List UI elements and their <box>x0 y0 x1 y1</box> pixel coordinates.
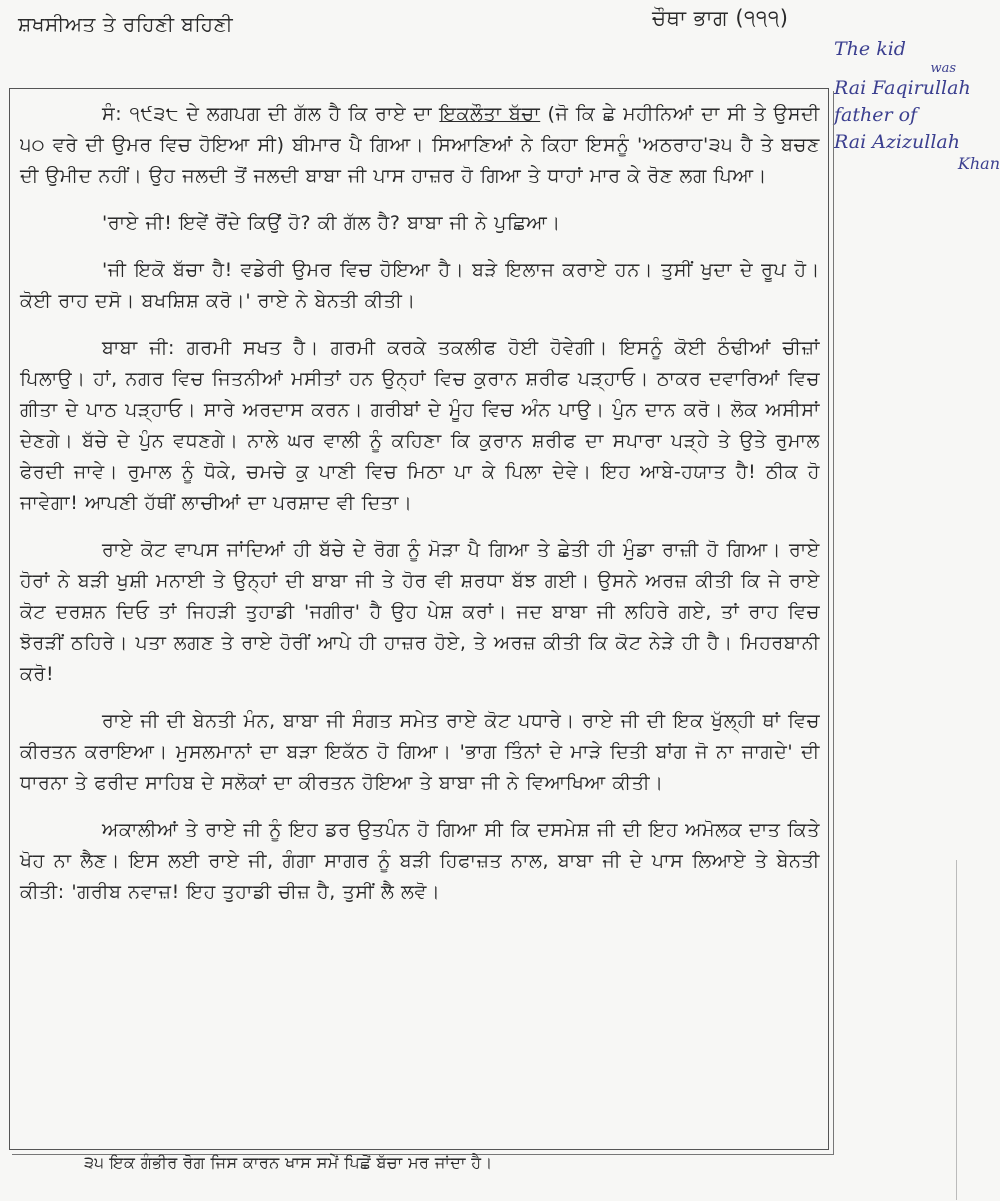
paragraph-3: 'ਜੀ ਇਕੋ ਬੱਚਾ ਹੈ! ਵਡੇਰੀ ਉਮਰ ਵਿਚ ਹੋਇਆ ਹੈ। ਬੜੇ ਇਲਾਜ ਕਰਾਏ ਹਨ। ਤੁਸੀਂ ਖੁਦਾ ਦੇ ਰੂਪ ਹੋ। ਕੋਈ ਰਾਹ ਦਸੋ। ਬਖਸ਼ਿਸ਼ ਕਰੋ।' ਰਾਏ ਨੇ ਬੇਨਤੀ ਕੀਤੀ। <box>20 259 820 312</box>
paragraph-6: ਰਾਏ ਜੀ ਦੀ ਬੇਨਤੀ ਮੰਨ, ਬਾਬਾ ਜੀ ਸੰਗਤ ਸਮੇਤ ਰਾਏ ਕੋਟ ਪਧਾਰੇ। ਰਾਏ ਜੀ ਦੀ ਇਕ ਖੁੱਲ੍ਹੀ ਥਾਂ ਵਿਚ ਕੀਰਤਨ ਕਰਾਇਆ। ਮੁਸਲਮਾਨਾਂ ਦਾ ਬੜਾ ਇਕੱਠ ਹੋ ਗਿਆ। 'ਭਾਗ ਤਿੰਨਾਂ ਦੇ ਮਾੜੇ ਦਿਤੀ ਬਾਂਗ ਜੋ ਨਾ ਜਾਗਦੇ' ਦੀ ਧਾਰਨਾ ਤੇ ਫਰੀਦ ਸਾਹਿਬ ਦੇ ਸਲੋਕਾਂ ਦਾ ਕੀਰਤਨ ਹੋਇਆ ਤੇ ਬਾਬਾ ਜੀ ਨੇ ਵਿਆਖਿਆ ਕੀਤੀ। <box>20 710 820 794</box>
body-text <box>20 99 820 908</box>
scan-edge-line <box>956 860 957 1200</box>
margin-note-line: father of <box>834 104 918 126</box>
paragraph-2: 'ਰਾਏ ਜੀ! ਇਵੇਂ ਰੋਂਦੇ ਕਿਉਂ ਹੋ? ਕੀ ਗੱਲ ਹੈ? ਬਾਬਾ ਜੀ ਨੇ ਪੁਛਿਆ। <box>102 212 561 234</box>
running-header-title: ਸ਼ਖਸੀਅਤ ਤੇ ਰਹਿਣੀ ਬਹਿਣੀ <box>18 12 234 36</box>
paragraph-5: ਰਾਏ ਕੋਟ ਵਾਪਸ ਜਾਂਦਿਆਂ ਹੀ ਬੱਚੇ ਦੇ ਰੋਗ ਨੂੰ ਮੋੜਾ ਪੈ ਗਿਆ ਤੇ ਛੇਤੀ ਹੀ ਮੁੰਡਾ ਰਾਜ਼ੀ ਹੋ ਗਿਆ। ਰਾਏ ਹੋਰਾਂ ਨੇ ਬੜੀ ਖੁਸ਼ੀ ਮਨਾਈ ਤੇ ਉਨ੍ਹਾਂ ਦੀ ਬਾਬਾ ਜੀ ਤੇ ਹੋਰ ਵੀ ਸ਼ਰਧਾ ਬੱਝ ਗਈ। ਉਸਨੇ ਅਰਜ਼ ਕੀਤੀ ਕਿ ਜੇ ਰਾਏ ਕੋਟ ਦਰਸ਼ਨ ਦਿਓ ਤਾਂ ਜਿਹੜੀ ਤੁਹਾਡੀ 'ਜਗੀਰ' ਹੈ ਉਹ ਪੇਸ਼ ਕਰਾਂ। ਜਦ ਬਾਬਾ ਜੀ ਲਹਿਰੇ ਗਏ, ਤਾਂ ਰਾਹ ਵਿਚ ਝੋਰੜੀਂ ਠਹਿਰੇ। ਪਤਾ ਲਗਣ ਤੇ ਰਾਏ ਹੋਰੀਂ ਆਪੇ ਹੀ ਹਾਜ਼ਰ ਹੋਏ, ਤੇ ਅਰਜ਼ ਕੀਤੀ ਕਿ ਕੋਟ ਨੇੜੇ ਹੀ ਹੈ। ਮਿਹਰਬਾਨੀ ਕਰੋ! <box>20 539 820 685</box>
margin-note-line: Rai Faqirullah <box>834 77 971 99</box>
paragraph-4: ਬਾਬਾ ਜੀ: ਗਰਮੀ ਸਖਤ ਹੈ। ਗਰਮੀ ਕਰਕੇ ਤਕਲੀਫ ਹੋਈ ਹੋਵੇਗੀ। ਇਸਨੂੰ ਕੋਈ ਠੰਢੀਆਂ ਚੀਜ਼ਾਂ ਪਿਲਾਉ। ਹਾਂ, ਨਗਰ ਵਿਚ ਜਿਤਨੀਆਂ ਮਸੀਤਾਂ ਹਨ ਉਨ੍ਹਾਂ ਵਿਚ ਕੁਰਾਨ ਸ਼ਰੀਫ ਪੜ੍ਹਾਓ। ਠਾਕਰ ਦਵਾਰਿਆਂ ਵਿਚ ਗੀਤਾ ਦੇ ਪਾਠ ਪੜ੍ਹਾਓ। ਸਾਰੇ ਅਰਦਾਸ ਕਰਨ। ਗਰੀਬਾਂ ਦੇ ਮੂੰਹ ਵਿਚ ਅੰਨ ਪਾਉ। ਪੁੰਨ ਦਾਨ ਕਰੋ। ਲੋਕ ਅਸੀਸਾਂ ਦੇਣਗੇ। ਬੱਚੇ ਦੇ ਪੁੰਨ ਵਧਣਗੇ। ਨਾਲੇ ਘਰ ਵਾਲੀ ਨੂੰ ਕਹਿਣਾ ਕਿ ਕੁਰਾਨ ਸ਼ਰੀਫ ਦਾ ਸਪਾਰਾ ਪੜ੍ਹੇ ਤੇ ਉਤੇ ਰੁਮਾਲ ਫੇਰਦੀ ਜਾਵੇ। ਰੁਮਾਲ ਨੂੰ ਧੋਕੇ, ਚਮਚੇ ਕੁ ਪਾਣੀ ਵਿਚ ਮਿਠਾ ਪਾ ਕੇ ਪਿਲਾ ਦੇਵੇ। ਇਹ ਆਬੇ-ਹਯਾਤ ਹੈ! ਠੀਕ ਹੋ ਜਾਵੇਗਾ! ਆਪਣੀ ਹੱਥੀਂ ਲਾਚੀਆਂ ਦਾ ਪਰਸ਼ਾਦ ਵੀ ਦਿਤਾ। <box>20 337 820 514</box>
paragraph-1 <box>20 99 820 192</box>
footnote: ੩੫ ਇਕ ਗੰਭੀਰ ਰੋਗ ਜਿਸ ਕਾਰਨ ਖਾਸ ਸਮੇਂ ਪਿਛੋਂ ਬੱਚਾ ਮਰ ਜਾਂਦਾ ਹੈ। <box>84 1153 493 1172</box>
paragraph-7: ਅਕਾਲੀਆਂ ਤੇ ਰਾਏ ਜੀ ਨੂੰ ਇਹ ਡਰ ਉਤਪੰਨ ਹੋ ਗਿਆ ਸੀ ਕਿ ਦਸਮੇਸ਼ ਜੀ ਦੀ ਇਹ ਅਮੋਲਕ ਦਾਤ ਕਿਤੇ ਖੋਹ ਨਾ ਲੈਣ। ਇਸ ਲਈ ਰਾਏ ਜੀ, ਗੰਗਾ ਸਾਗਰ ਨੂੰ ਬੜੀ ਹਿਫਾਜ਼ਤ ਨਾਲ, ਬਾਬਾ ਜੀ ਦੇ ਪਾਸ ਲਿਆਏ ਤੇ ਬੇਨਤੀ ਕੀਤੀ: 'ਗਰੀਬ ਨਵਾਜ਼! ਇਹ ਤੁਹਾਡੀ ਚੀਜ਼ ਹੈ, ਤੁਸੀਂ ਲੈ ਲਵੋ। <box>20 819 820 903</box>
paragraph-1-text-cont: (ਜੋ ਕਿ ਛੇ ਮਹੀਨਿਆਂ ਦਾ ਸੀ ਤੇ ਉਸਦੀ ੫੦ ਵਰੇ ਦੀ ਉਮਰ ਵਿਚ ਹੋਇਆ ਸੀ) ਬੀਮਾਰ ਪੈ ਗਿਆ। ਸਿਆਣਿਆਂ ਨੇ ਕਿਹਾ ਇਸਨੂੰ 'ਅਠਰਾਹ'੩੫ ਹੈ ਤੇ ਬਚਣ ਦੀ ਉਮੀਦ ਨਹੀਂ। ਉਹ ਜਲਦੀ ਤੋਂ ਜਲਦੀ ਬਾਬਾ ਜੀ ਪਾਸ ਹਾਜ਼ਰ ਹੋ ਗਿਆ ਤੇ ਧਾਹਾਂ ਮਾਰ ਕੇ ਰੋਣ ਲਗ ਪਿਆ। <box>20 103 820 187</box>
margin-note-line: Khan <box>957 154 1000 173</box>
handwritten-margin-note <box>834 36 1000 172</box>
paragraph-1-text: ਸੰ: ੧੯੩੮ ਦੇ ਲਗਪਗ ਦੀ ਗੱਲ ਹੈ ਕਿ ਰਾਏ ਦਾ <box>102 103 440 125</box>
margin-note-line: The kid <box>834 38 906 60</box>
margin-note-line: was <box>930 61 956 76</box>
underlined-phrase: ਇਕਲੌਤਾ ਬੱਚਾ <box>439 103 541 125</box>
margin-note-line: Rai Azizullah <box>834 131 960 153</box>
text-frame <box>9 88 829 1150</box>
running-header-page: ਚੌਥਾ ਭਾਗ (੧੧੧) <box>652 6 789 30</box>
